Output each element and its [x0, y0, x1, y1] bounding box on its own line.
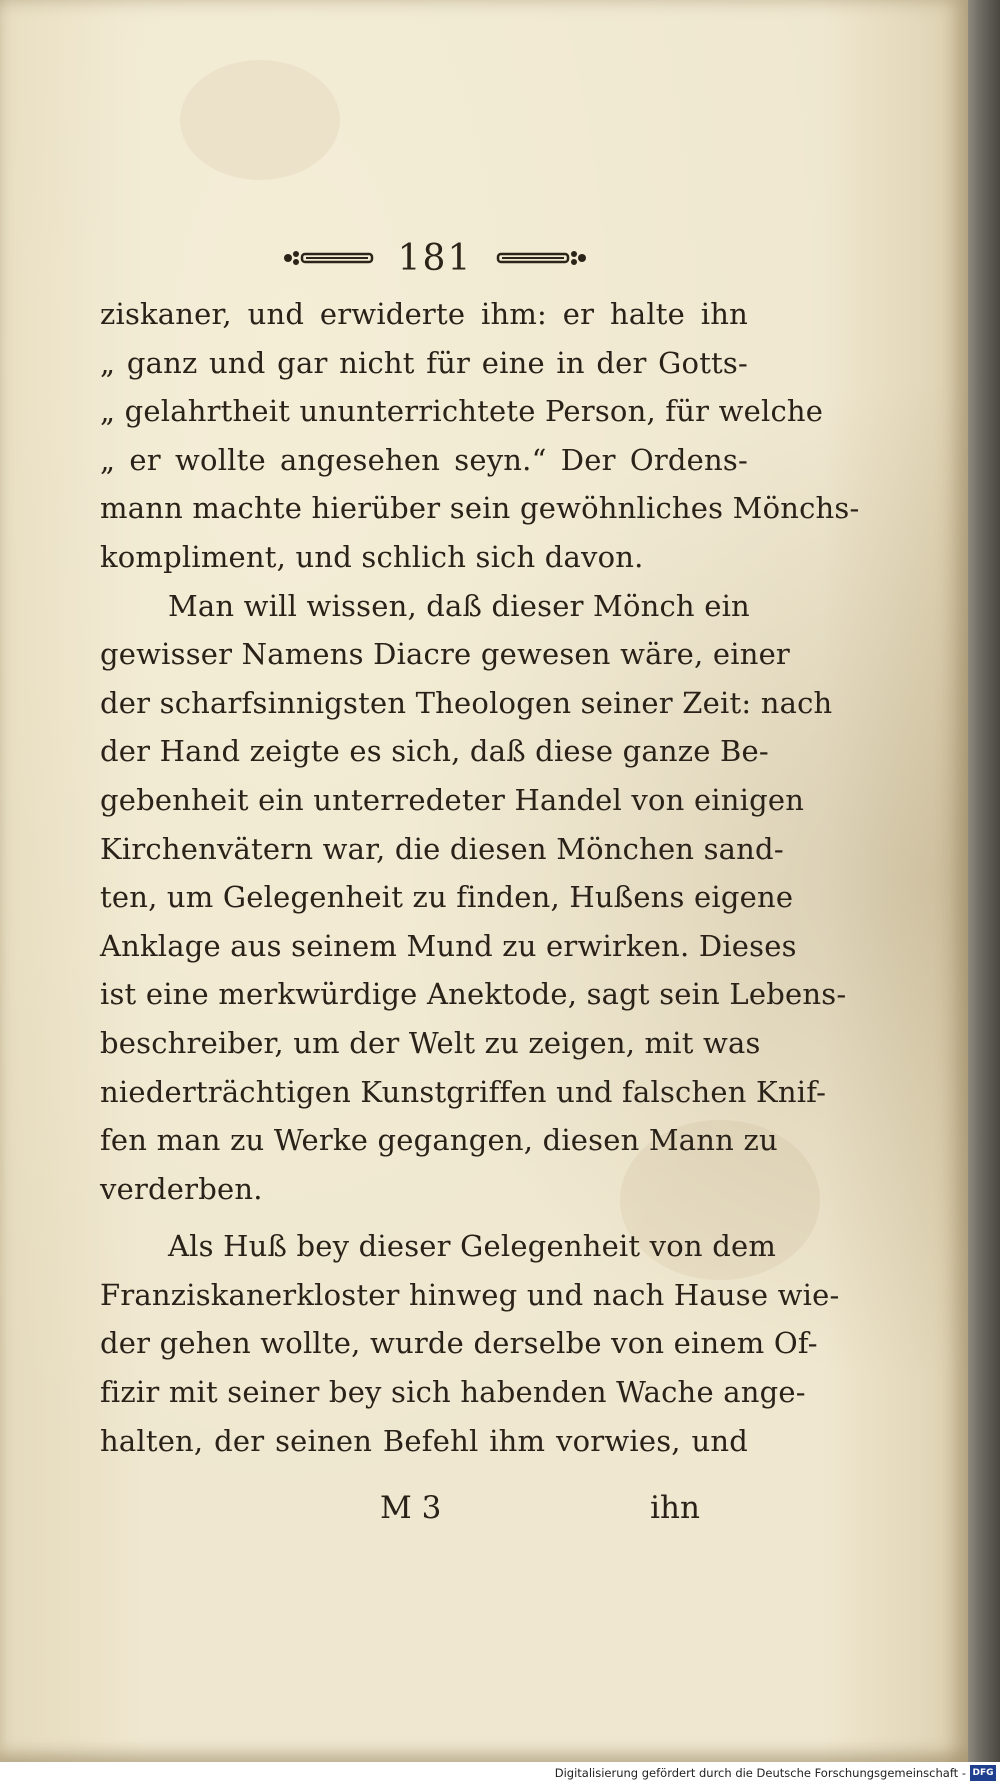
- text-line: Als Huß bey dieser Gelegenheit von dem: [168, 1229, 777, 1264]
- left-ornament-icon: [282, 246, 374, 270]
- text-line: ten, um Gelegenheit zu finden, Hußens eigene: [100, 880, 794, 915]
- text-line: „ gelahrtheit ununterrichtete Person, für welche: [100, 394, 824, 429]
- dfg-logo: DFG: [970, 1765, 996, 1781]
- text-line: Man will wissen, daß dieser Mönch ein: [168, 588, 750, 623]
- text-line: niederträchtigen Kunstgriffen und falschen Knif-: [100, 1074, 827, 1109]
- text-line: ziskaner, und erwiderte ihm: er halte ihn: [100, 297, 748, 331]
- running-header: [280, 238, 590, 278]
- text-line: beschreiber, um der Welt zu zeigen, mit was: [100, 1025, 761, 1060]
- paragraph-1: [100, 290, 860, 582]
- digitization-credit: Digitalisierung gefördert durch die Deutsche Forschungsgemeinschaft -: [554, 1766, 966, 1780]
- paragraph-3: [100, 1222, 840, 1465]
- text-line: fen man zu Werke gegangen, diesen Mann zu: [100, 1123, 778, 1158]
- text-line: Kirchenvätern war, die diesen Mönchen sand-: [100, 831, 784, 866]
- text-line: ist eine merkwürdige Anektode, sagt sein Lebens-: [100, 977, 847, 1012]
- text-line: Franziskanerkloster hinweg und nach Hause wie-: [100, 1277, 840, 1312]
- body-text: [100, 290, 860, 1465]
- text-line: der scharfsinnigsten Theologen seiner Zeit: nach: [100, 685, 833, 720]
- right-ornament-icon: [496, 246, 588, 270]
- signature-mark: M 3: [380, 1490, 442, 1526]
- book-edge: [968, 0, 1000, 1762]
- text-line: der Hand zeigte es sich, daß diese ganze Be-: [100, 734, 769, 769]
- text-line: „ er wollte angesehen seyn.“ Der Ordens-: [100, 442, 748, 477]
- text-line: kompliment, und schlich sich davon.: [100, 539, 644, 574]
- text-line: verderben.: [100, 1171, 263, 1206]
- text-line: „ ganz und gar nicht für eine in der Gotts-: [100, 345, 748, 380]
- text-line: fizir mit seiner bey sich habenden Wache ange-: [100, 1375, 806, 1410]
- text-line: Anklage aus seinem Mund zu erwirken. Dieses: [100, 928, 797, 963]
- page-number: 181: [397, 237, 473, 279]
- text-line: gewisser Namens Diacre gewesen wäre, einer: [100, 637, 790, 672]
- text-line: mann machte hierüber sein gewöhnliches Mönchs-: [100, 491, 860, 526]
- page-footer: [380, 1484, 700, 1532]
- text-line: halten, der seinen Befehl ihm vorwies, und: [100, 1423, 748, 1458]
- text-line: der gehen wollte, wurde derselbe von einem Of-: [100, 1326, 818, 1361]
- paper-stain: [180, 60, 340, 180]
- paragraph-2: [100, 582, 847, 1214]
- catchword: ihn: [650, 1490, 700, 1526]
- text-line: gebenheit ein unterredeter Handel von einigen: [100, 782, 805, 817]
